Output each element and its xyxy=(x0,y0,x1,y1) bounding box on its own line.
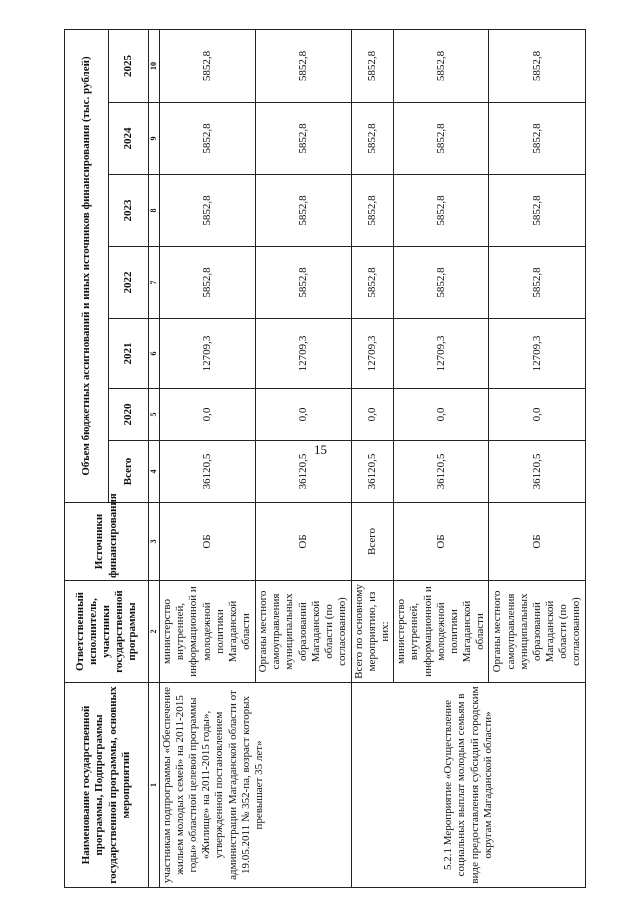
index-cell: 6 xyxy=(149,319,160,389)
value-cell: 5852,8 xyxy=(394,247,489,319)
index-cell: 1 xyxy=(149,683,160,888)
index-cell: 5 xyxy=(149,389,160,441)
header-year: 2021 xyxy=(109,319,149,389)
value-cell: 5852,8 xyxy=(394,175,489,247)
value-cell: 5852,8 xyxy=(255,30,351,103)
value-cell: 5852,8 xyxy=(489,175,586,247)
header-year: 2023 xyxy=(109,175,149,247)
value-cell: 36120,5 xyxy=(489,441,586,503)
header-executor: Ответственный исполнитель, участники государственной программы xyxy=(65,581,149,683)
executor-cell: министерство внутренней, информационной и молодежной политики Магаданской области xyxy=(159,581,255,683)
value-cell: 5852,8 xyxy=(351,103,394,175)
value-cell: 5852,8 xyxy=(489,247,586,319)
source-cell: ОБ xyxy=(159,503,255,581)
header-year: 2024 xyxy=(109,103,149,175)
value-cell: 12709,3 xyxy=(489,319,586,389)
block2-name: 5.2.1 Мероприятие «Осуществление социальных выплат молодым семьям в виде предоставления субсидий городским округам Магаданской области» xyxy=(351,683,586,888)
source-cell: Всего xyxy=(351,503,394,581)
source-cell: ОБ xyxy=(394,503,489,581)
header-source: Источники финансирования xyxy=(65,503,149,581)
value-cell: 0,0 xyxy=(255,389,351,441)
budget-table xyxy=(64,29,586,888)
value-cell: 12709,3 xyxy=(351,319,394,389)
value-cell: 0,0 xyxy=(159,389,255,441)
rotated-table-container xyxy=(64,30,583,888)
header-year: 2020 xyxy=(109,389,149,441)
index-cell: 2 xyxy=(149,581,160,683)
value-cell: 5852,8 xyxy=(489,30,586,103)
value-cell: 5852,8 xyxy=(351,30,394,103)
executor-cell: Органы местного самоуправления муниципальных образований Магаданской области (по согласованию) xyxy=(255,581,351,683)
header-year: 2022 xyxy=(109,247,149,319)
index-cell: 3 xyxy=(149,503,160,581)
value-cell: 36120,5 xyxy=(351,441,394,503)
value-cell: 0,0 xyxy=(351,389,394,441)
value-cell: 36120,5 xyxy=(394,441,489,503)
source-cell: ОБ xyxy=(489,503,586,581)
executor-cell: Всего по основному мероприятию, из них: xyxy=(351,581,394,683)
index-row xyxy=(149,30,160,888)
index-cell: 7 xyxy=(149,247,160,319)
page-number: 15 xyxy=(314,442,327,457)
header-volume: Объем бюджетных ассигнований и иных источников финансирования (тыс. рублей) xyxy=(65,30,109,503)
executor-cell: министерство внутренней, информационной и молодежной политики Магаданской области xyxy=(394,581,489,683)
value-cell: 36120,5 xyxy=(255,441,351,503)
value-cell: 0,0 xyxy=(394,389,489,441)
header-year: 2025 xyxy=(109,30,149,103)
index-cell: 9 xyxy=(149,103,160,175)
header-total: Всего xyxy=(109,441,149,503)
value-cell: 5852,8 xyxy=(255,247,351,319)
value-cell: 5852,8 xyxy=(394,103,489,175)
value-cell: 12709,3 xyxy=(255,319,351,389)
table-row xyxy=(159,30,255,888)
value-cell: 5852,8 xyxy=(351,247,394,319)
value-cell: 5852,8 xyxy=(351,175,394,247)
value-cell: 12709,3 xyxy=(394,319,489,389)
value-cell: 5852,8 xyxy=(159,247,255,319)
value-cell: 12709,3 xyxy=(159,319,255,389)
value-cell: 36120,5 xyxy=(159,441,255,503)
value-cell: 5852,8 xyxy=(159,30,255,103)
table-row xyxy=(351,30,394,888)
executor-cell: Органы местного самоуправления муниципальных образований Магаданской области (по согласованию) xyxy=(489,581,586,683)
header-name: Наименование государственной программы, Подпрограммы государственной программы, основных мероприятий xyxy=(65,683,149,888)
index-cell: 10 xyxy=(149,30,160,103)
value-cell: 5852,8 xyxy=(255,175,351,247)
value-cell: 5852,8 xyxy=(255,103,351,175)
source-cell: ОБ xyxy=(255,503,351,581)
index-cell: 4 xyxy=(149,441,160,503)
value-cell: 5852,8 xyxy=(159,103,255,175)
index-cell: 8 xyxy=(149,175,160,247)
block1-name: участникам подпрограммы «Обеспечение жильем молодых семей» на 2011-2015 годы» областной целевой программы «Жилище» на 2011-2015 годы», утвержденной постановлением администрации Магаданской области от 19.05.2011 № 352-па, возраст которых превышает 35 лет» xyxy=(159,683,351,888)
value-cell: 5852,8 xyxy=(489,103,586,175)
value-cell: 5852,8 xyxy=(394,30,489,103)
value-cell: 5852,8 xyxy=(159,175,255,247)
value-cell: 0,0 xyxy=(489,389,586,441)
